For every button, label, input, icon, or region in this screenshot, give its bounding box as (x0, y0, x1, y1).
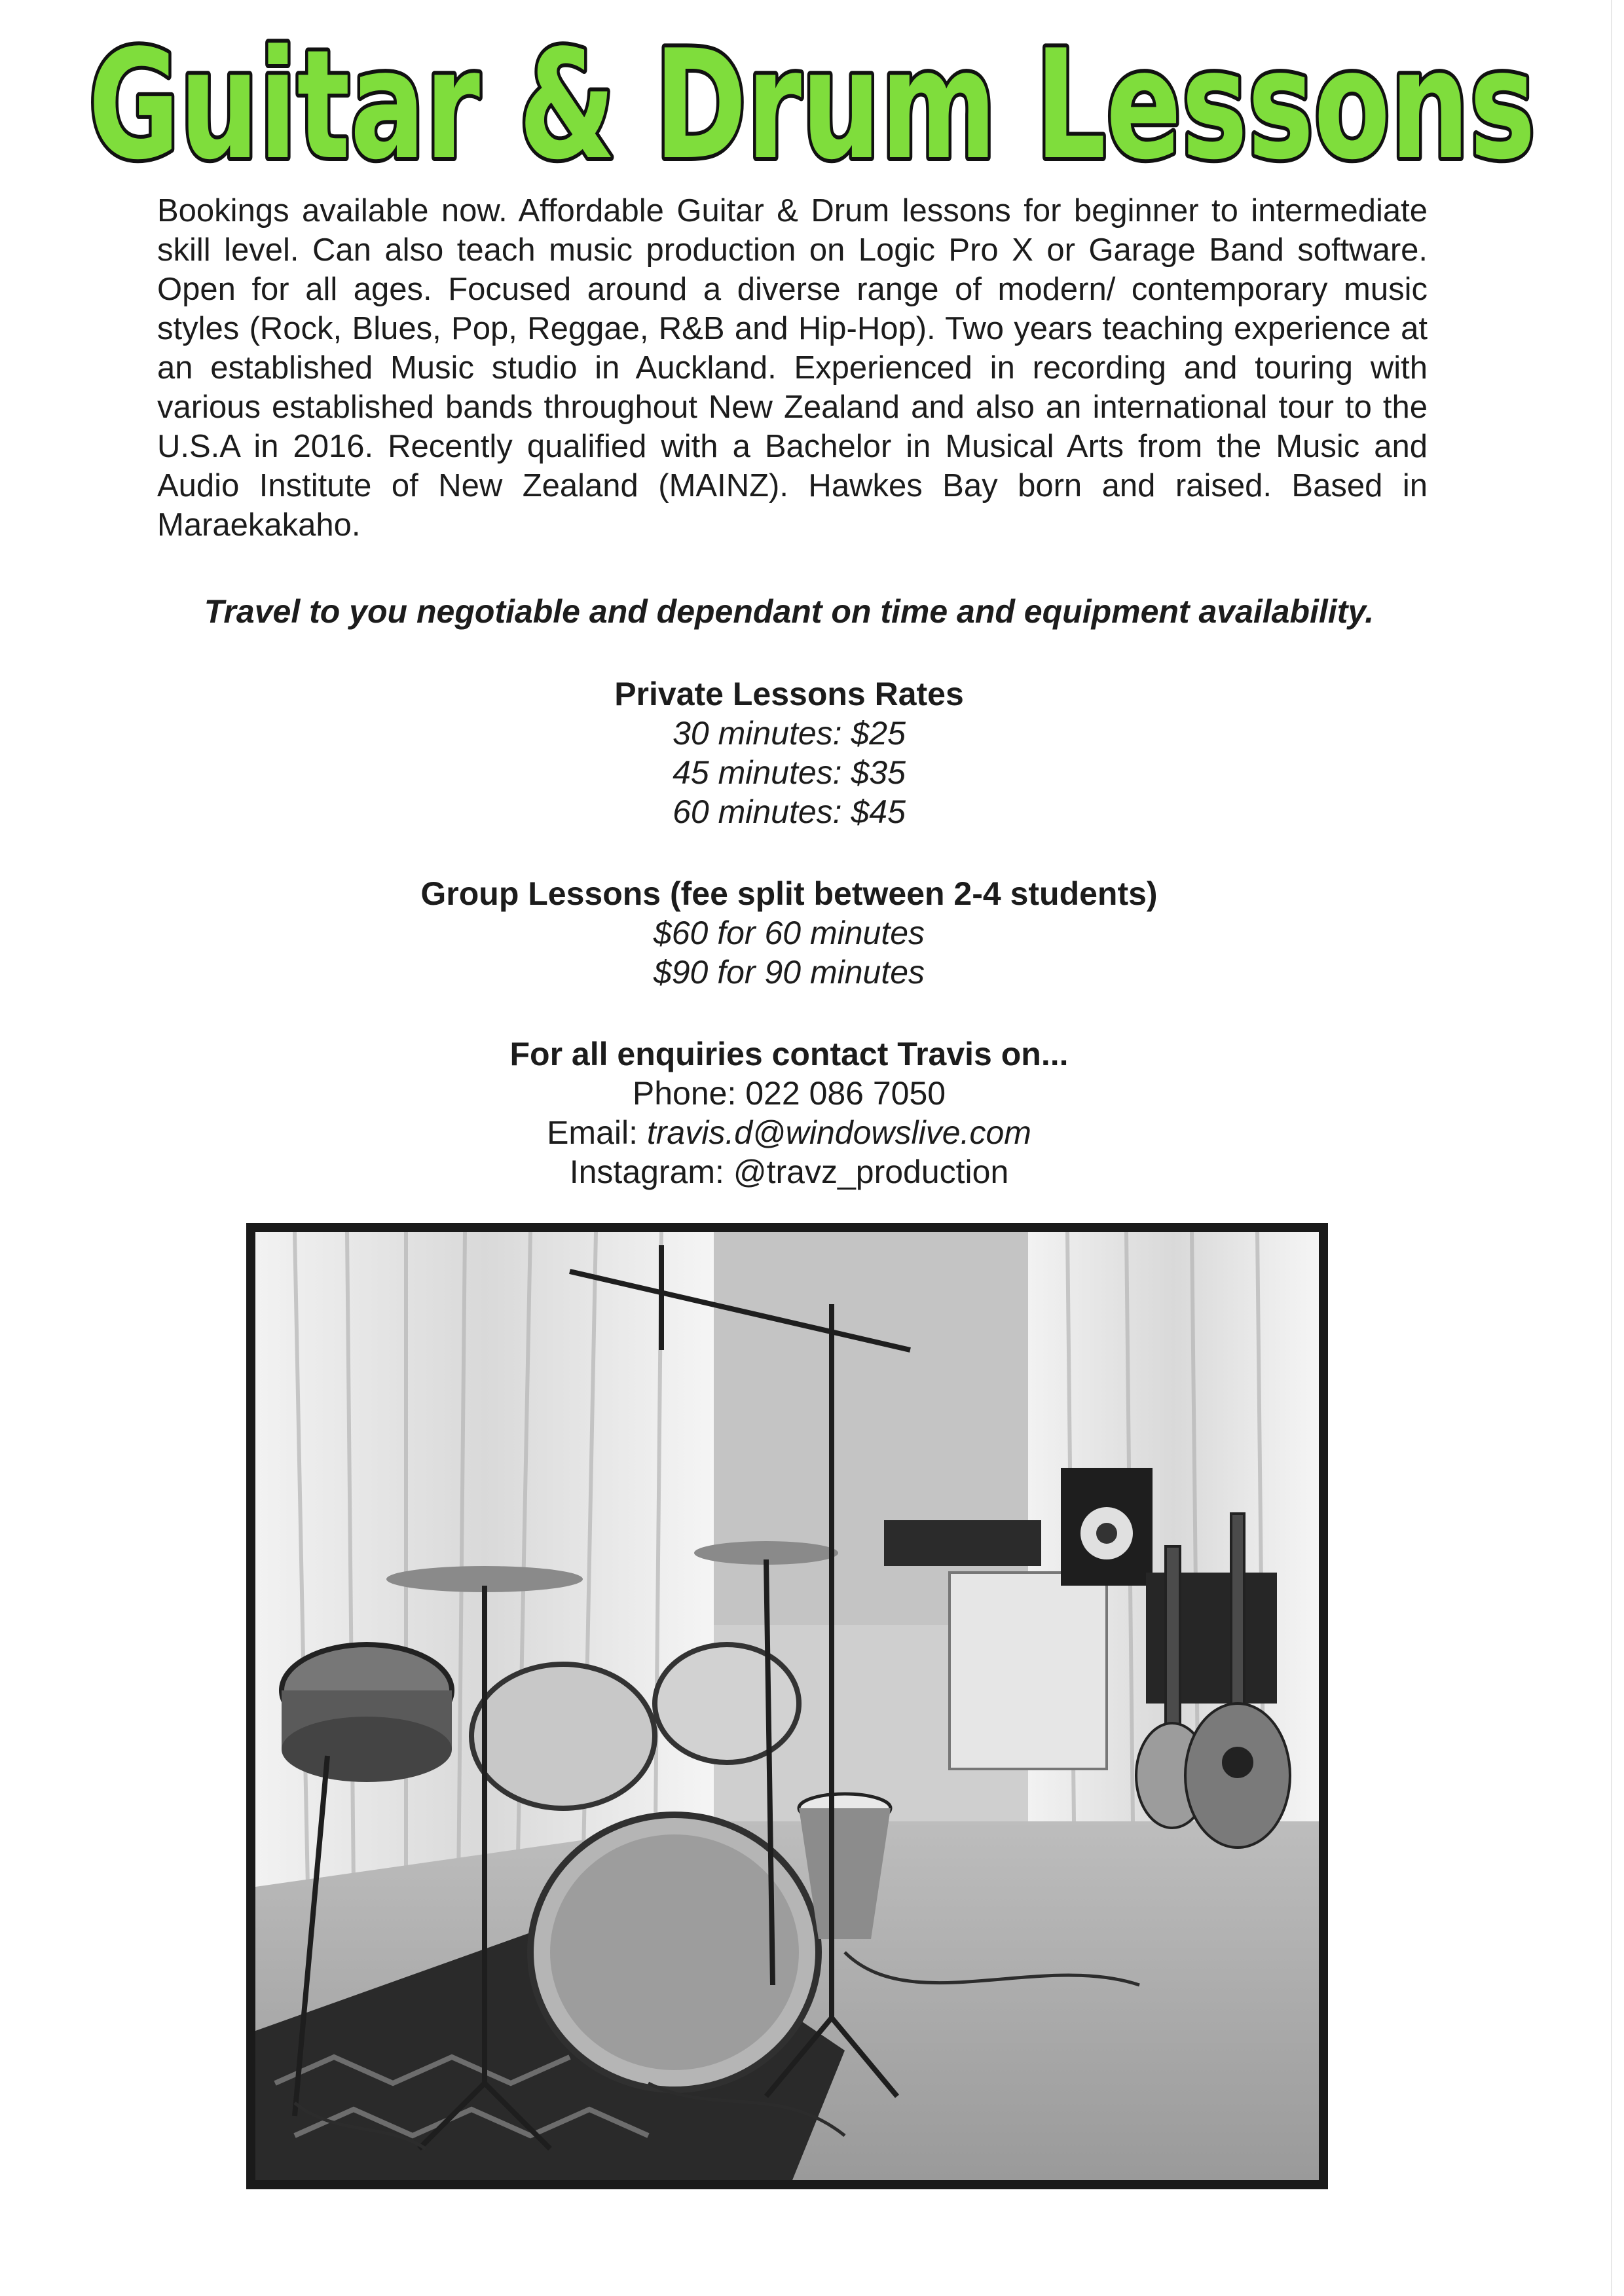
contact-section (0, 1034, 1578, 1192)
travel-note: Travel to you negotiable and dependant on time and equipment availability. (204, 593, 1375, 630)
rate-item: 30 minutes: $25 (673, 715, 906, 752)
instagram-handle[interactable]: @travz_production (733, 1154, 1009, 1190)
rate-item: 45 minutes: $35 (673, 754, 906, 791)
page-edge (1611, 0, 1612, 2296)
drum-kit-photo (246, 1223, 1328, 2189)
instagram-label: Instagram: (569, 1154, 733, 1190)
group-rates-section (0, 874, 1578, 992)
intro-paragraph: Bookings available now. Affordable Guitar & Drum lessons for beginner to intermediate skill level. Can also teach music production on Logic Pro X or Garage Band software. Open for all ages. Focused around a diverse range of modern/ contemporary music styles (Rock, Blues, Pop, Reggae, R&B and Hip-Hop). Two years teaching experience at an established Music studio in Auckland. Experienced in recording and touring with various established bands throughout New Zealand and also an international tour to the U.S.A in 2016. Recently qualified with a Bachelor in Musical Arts from the Music and Audio Institute of New Zealand (MAINZ). Hawkes Bay born and raised. Based in Maraekakaho. (157, 193, 1428, 543)
instagram-line (0, 1152, 1578, 1192)
private-rates-heading: Private Lessons Rates (614, 676, 964, 712)
phone-label: Phone: (632, 1075, 746, 1112)
title-text: Guitar & Drum Lessons (88, 26, 1536, 183)
phone-number[interactable]: 022 086 7050 (745, 1075, 946, 1112)
group-rate-item: $60 for 60 minutes (653, 915, 925, 951)
private-rates-section (0, 674, 1578, 831)
phone-line (0, 1074, 1578, 1113)
contact-heading: For all enquiries contact Travis on... (509, 1036, 1069, 1072)
group-rate-item: $90 for 90 minutes (653, 954, 925, 991)
email-label: Email: (547, 1114, 647, 1151)
email-address[interactable]: travis.d@windowslive.com (646, 1114, 1031, 1151)
group-rates-heading: Group Lessons (fee split between 2-4 students) (420, 875, 1158, 912)
page-title (79, 26, 1545, 183)
rate-item: 60 minutes: $45 (673, 793, 906, 830)
email-line (0, 1113, 1578, 1152)
drum-kit-illustration (255, 1232, 1319, 2180)
